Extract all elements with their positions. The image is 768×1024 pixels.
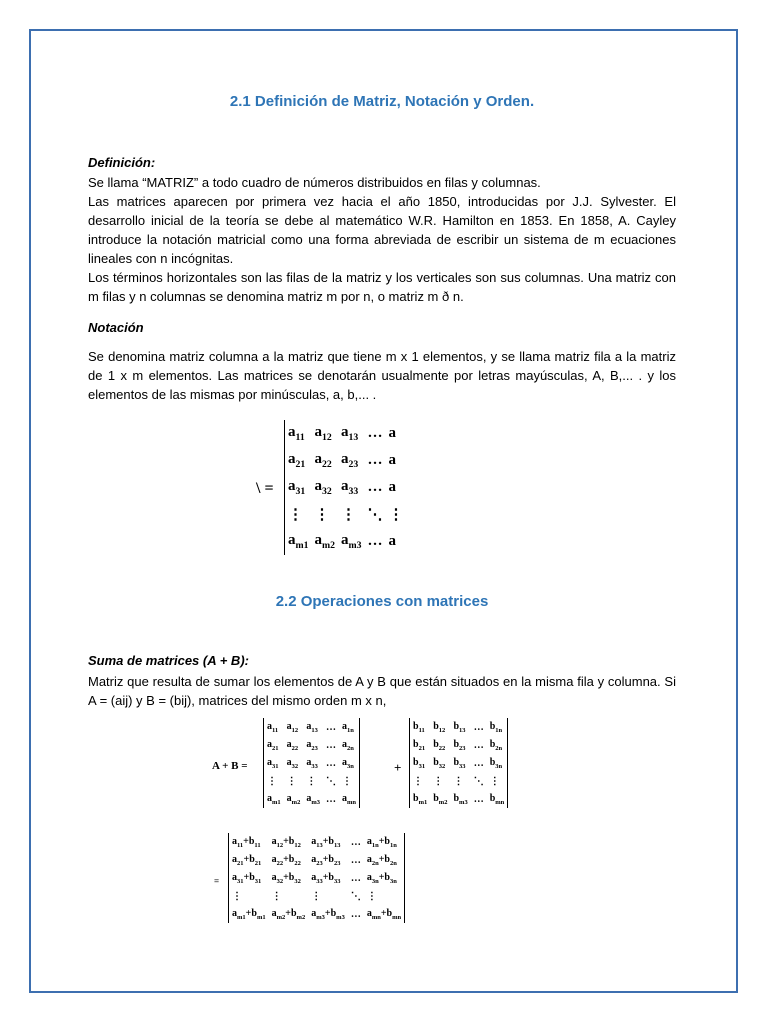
- matrix-sum-b-entry: $b_{32}$: [433, 756, 446, 770]
- matrix-sum-b-entry: ⋱: [473, 775, 484, 787]
- matrix-sum-a-row: [264, 772, 360, 790]
- matrix-sum-result-entry: $a_{22}+b_{22}$: [271, 853, 301, 867]
- matrix-sum-a-entry: ⋮: [286, 775, 297, 787]
- definition-line-3: Los términos horizontales son las filas de la matriz y los verticales son sus columnas. Una matriz con m filas y n columnas se denomina matriz m por n, o matriz m ð n.: [88, 270, 676, 304]
- matrix-sum-result-entry: $a_{1n}+b_{1n}$: [366, 835, 397, 849]
- matrix-a-entry: ⋮: [314, 507, 330, 523]
- matrix-sum-a-entry: $a_{12}$: [286, 720, 299, 734]
- section-title-operations: 2.2 Operaciones con matrices: [275, 593, 489, 610]
- matrix-sum-result-row: [229, 905, 405, 923]
- matrix-a-entry: $a_{11}$: [288, 424, 305, 443]
- matrix-a-entry: a: [388, 425, 396, 441]
- matrix-sum-result-entry: …: [350, 872, 361, 884]
- matrix-sum-result-entry: $a_{31}+b_{31}$: [232, 871, 262, 885]
- matrix-a-entry: $a_{22}$: [314, 451, 332, 470]
- matrix-sum-a-entry: …: [326, 793, 337, 805]
- matrix-a-entry: $a_{32}$: [314, 478, 332, 497]
- matrix-sum-b-entry: …: [473, 757, 484, 769]
- matrix-sum-b-entry: $b_{3n}$: [489, 756, 503, 770]
- matrix-sum-a-entry: $a_{m1}$: [267, 792, 281, 806]
- matrix-sum-b-entry: $b_{13}$: [453, 720, 466, 734]
- matrix-sum-b-entry: $b_{2n}$: [489, 738, 503, 752]
- matrix-a-entry: $a_{m1}$: [288, 532, 309, 551]
- matrix-sum-a-entry: $a_{m2}$: [286, 792, 301, 806]
- matrix-sum-result-entry: …: [350, 854, 361, 866]
- matrix-a-entry: $a_{m2}$: [314, 532, 335, 551]
- matrix-a-label: \ =: [256, 480, 274, 497]
- matrix-sum-a-entry: $a_{23}$: [306, 738, 318, 752]
- matrix-sum-b-row: [410, 736, 508, 754]
- matrix-sum-b-entry: $b_{31}$: [413, 756, 426, 770]
- matrix-sum-a-entry: $a_{21}$: [267, 738, 279, 752]
- matrix-a-entry: ⋮: [341, 507, 356, 523]
- matrix-sum-result-row: [229, 833, 405, 851]
- matrix-sum-a-entry: ⋮: [342, 775, 353, 787]
- matrix-sum-result-entry: $a_{21}+b_{21}$: [232, 853, 262, 867]
- matrix-sum-b: [409, 718, 508, 808]
- section-title-definition: 2.1 Definición de Matriz, Notación y Orden.: [229, 93, 535, 110]
- matrix-sum-result-row: [229, 887, 405, 905]
- matrix-sum-result-entry: ⋮: [232, 890, 242, 902]
- matrix-sum-result-entry: $a_{32}+b_{32}$: [271, 871, 301, 885]
- matrix-sum-a-entry: $a_{1n}$: [342, 720, 354, 734]
- matrix-a-entry: $a_{23}$: [341, 451, 359, 470]
- matrix-sum-result-table: [228, 833, 405, 923]
- sum-lhs-label: A + B =: [212, 760, 248, 772]
- definition-line-2: Las matrices aparecen por primera vez hacia el año 1850, introducidas por J.J. Sylvester. El desarrollo inicial de la teoría se debe al matemático W.R. Hamilton en 1853. En 1858, A. Cayley introduce la notación matricial como una forma abreviada de escribir un sistema de m ecuaciones lineales con n incógnitas.: [88, 194, 676, 266]
- matrix-sum-a-entry: $a_{33}$: [306, 756, 318, 770]
- matrix-sum-b-table: [409, 718, 508, 808]
- matrix-a-entry: $a_{31}$: [288, 478, 306, 497]
- matrix-a-entry: …: [367, 479, 383, 495]
- matrix-sum-a-row: [264, 754, 360, 772]
- matrix-sum-result-entry: ⋮: [271, 890, 282, 902]
- matrix-a-entry: a: [388, 479, 396, 495]
- matrix-sum-result-entry: $a_{11}+b_{11}$: [232, 835, 261, 849]
- matrix-sum-result-entry: $a_{3n}+b_{3n}$: [366, 871, 397, 885]
- sum-paragraph: Matriz que resulta de sumar los elementos de A y B que están situados en la misma fila y columna. Si A = (aij) y B = (bij), matrices del mismo orden m x n,: [88, 674, 676, 708]
- equals-sign: =: [214, 876, 220, 886]
- matrix-a-entry: …: [367, 425, 383, 441]
- matrix-sum-result-entry: $a_{13}+b_{13}$: [311, 835, 341, 849]
- matrix-a-table: [284, 420, 407, 555]
- matrix-a-entry: a: [388, 533, 396, 549]
- matrix-sum-b-entry: $b_{23}$: [453, 738, 466, 752]
- matrix-sum-b-row: [410, 718, 508, 736]
- matrix-sum-result-entry: $a_{mn}+b_{mn}$: [366, 907, 402, 921]
- matrix-sum-a-entry: $a_{2n}$: [342, 738, 354, 752]
- matrix-sum-b-entry: ⋮: [489, 775, 500, 787]
- matrix-sum-b-entry: …: [473, 793, 484, 805]
- matrix-sum-a-row: [264, 790, 360, 808]
- matrix-a-row: [285, 501, 407, 528]
- matrix-sum-a-row: [264, 718, 360, 736]
- matrix-sum-b-entry: ⋮: [453, 775, 464, 787]
- matrix-sum-a: [263, 718, 360, 808]
- matrix-sum-result-entry: ⋱: [350, 890, 361, 902]
- matrix-a: [284, 420, 407, 555]
- matrix-a-entry: $a_{m3}$: [341, 532, 362, 551]
- matrix-a-row: [285, 474, 407, 501]
- matrix-sum-result-entry: $a_{12}+b_{12}$: [271, 835, 301, 849]
- matrix-sum-a-entry: ⋱: [326, 775, 337, 787]
- matrix-sum-b-row: [410, 790, 508, 808]
- matrix-sum-result-entry: $a_{33}+b_{33}$: [311, 871, 341, 885]
- matrix-sum-a-entry: …: [326, 721, 337, 733]
- matrix-sum-b-entry: $b_{11}$: [413, 720, 425, 734]
- matrix-sum-result-entry: $a_{23}+b_{23}$: [311, 853, 341, 867]
- matrix-sum-result-row: [229, 869, 405, 887]
- matrix-a-entry: $a_{12}$: [314, 424, 332, 443]
- matrix-a-entry: …: [367, 452, 383, 468]
- matrix-sum-b-entry: $b_{12}$: [433, 720, 446, 734]
- matrix-sum-a-entry: $a_{13}$: [306, 720, 318, 734]
- matrix-sum-a-entry: …: [326, 739, 337, 751]
- matrix-sum-b-entry: $b_{1n}$: [489, 720, 503, 734]
- matrix-sum-result: [228, 833, 405, 923]
- matrix-sum-a-table: [263, 718, 360, 808]
- matrix-a-entry: ⋱: [367, 507, 383, 523]
- matrix-sum-b-row: [410, 754, 508, 772]
- matrix-sum-result-entry: ⋮: [311, 890, 322, 902]
- matrix-sum-b-entry: ⋮: [433, 775, 444, 787]
- matrix-a-row: [285, 528, 407, 555]
- matrix-a-entry: $a_{33}$: [341, 478, 359, 497]
- matrix-sum-result-entry: $a_{m1}+b_{m1}$: [232, 907, 266, 921]
- notation-heading: Notación: [88, 320, 144, 335]
- matrix-sum-b-entry: …: [473, 739, 484, 751]
- matrix-sum-result-entry: $a_{m3}+b_{m3}$: [311, 907, 345, 921]
- matrix-sum-b-row: [410, 772, 508, 790]
- matrix-a-row: [285, 420, 407, 447]
- matrix-sum-a-entry: $a_{31}$: [267, 756, 279, 770]
- matrix-sum-a-entry: $a_{3n}$: [342, 756, 354, 770]
- notation-paragraph: Se denomina matriz columna a la matriz que tiene m x 1 elementos, y se llama matriz fila a la matriz de 1 x m elementos. Las matrices se denotarán usualmente por letras mayúsculas, A, B,... . y los elementos de las mismas por minúsculas, a, b,... .: [88, 349, 676, 402]
- matrix-sum-b-entry: …: [473, 721, 484, 733]
- matrix-sum-b-entry: $b_{33}$: [453, 756, 466, 770]
- matrix-sum-result-entry: …: [350, 908, 361, 920]
- matrix-sum-a-entry: $a_{mn}$: [342, 792, 357, 806]
- sum-heading: Suma de matrices (A + B):: [88, 653, 249, 668]
- matrix-a-entry: ⋮: [388, 507, 404, 523]
- plus-sign: +: [394, 760, 402, 775]
- matrix-sum-b-entry: $b_{mn}$: [489, 792, 505, 806]
- matrix-sum-b-entry: $b_{22}$: [433, 738, 446, 752]
- matrix-sum-b-entry: $b_{m2}$: [433, 792, 448, 806]
- definition-line-1: Se llama “MATRIZ” a todo cuadro de números distribuidos en filas y columnas.: [88, 175, 541, 190]
- matrix-sum-b-entry: $b_{m3}$: [453, 792, 468, 806]
- matrix-a-entry: $a_{21}$: [288, 451, 306, 470]
- matrix-a-entry: $a_{13}$: [341, 424, 359, 443]
- matrix-sum-a-entry: ⋮: [306, 775, 317, 787]
- definition-heading: Definición:: [88, 155, 156, 170]
- matrix-sum-b-entry: $b_{m1}$: [413, 792, 428, 806]
- matrix-sum-a-entry: $a_{22}$: [286, 738, 299, 752]
- matrix-sum-a-entry: …: [326, 757, 337, 769]
- matrix-a-entry: ⋮: [288, 507, 303, 523]
- matrix-sum-a-entry: $a_{11}$: [267, 720, 279, 734]
- matrix-sum-b-entry: ⋮: [413, 775, 423, 787]
- matrix-sum-a-entry: $a_{m3}$: [306, 792, 321, 806]
- matrix-sum-result-entry: …: [350, 836, 361, 848]
- matrix-sum-a-row: [264, 736, 360, 754]
- matrix-sum-result-entry: $a_{2n}+b_{2n}$: [366, 853, 397, 867]
- matrix-sum-a-entry: $a_{32}$: [286, 756, 299, 770]
- matrix-sum-result-row: [229, 851, 405, 869]
- matrix-sum-b-entry: $b_{21}$: [413, 738, 426, 752]
- matrix-sum-a-entry: ⋮: [267, 775, 277, 787]
- matrix-sum-result-entry: ⋮: [366, 890, 377, 902]
- matrix-a-row: [285, 447, 407, 474]
- matrix-sum-result-entry: $a_{m2}+b_{m2}$: [271, 907, 306, 921]
- matrix-a-entry: a: [388, 452, 396, 468]
- definition-paragraph: [88, 173, 676, 306]
- matrix-a-entry: …: [367, 533, 383, 549]
